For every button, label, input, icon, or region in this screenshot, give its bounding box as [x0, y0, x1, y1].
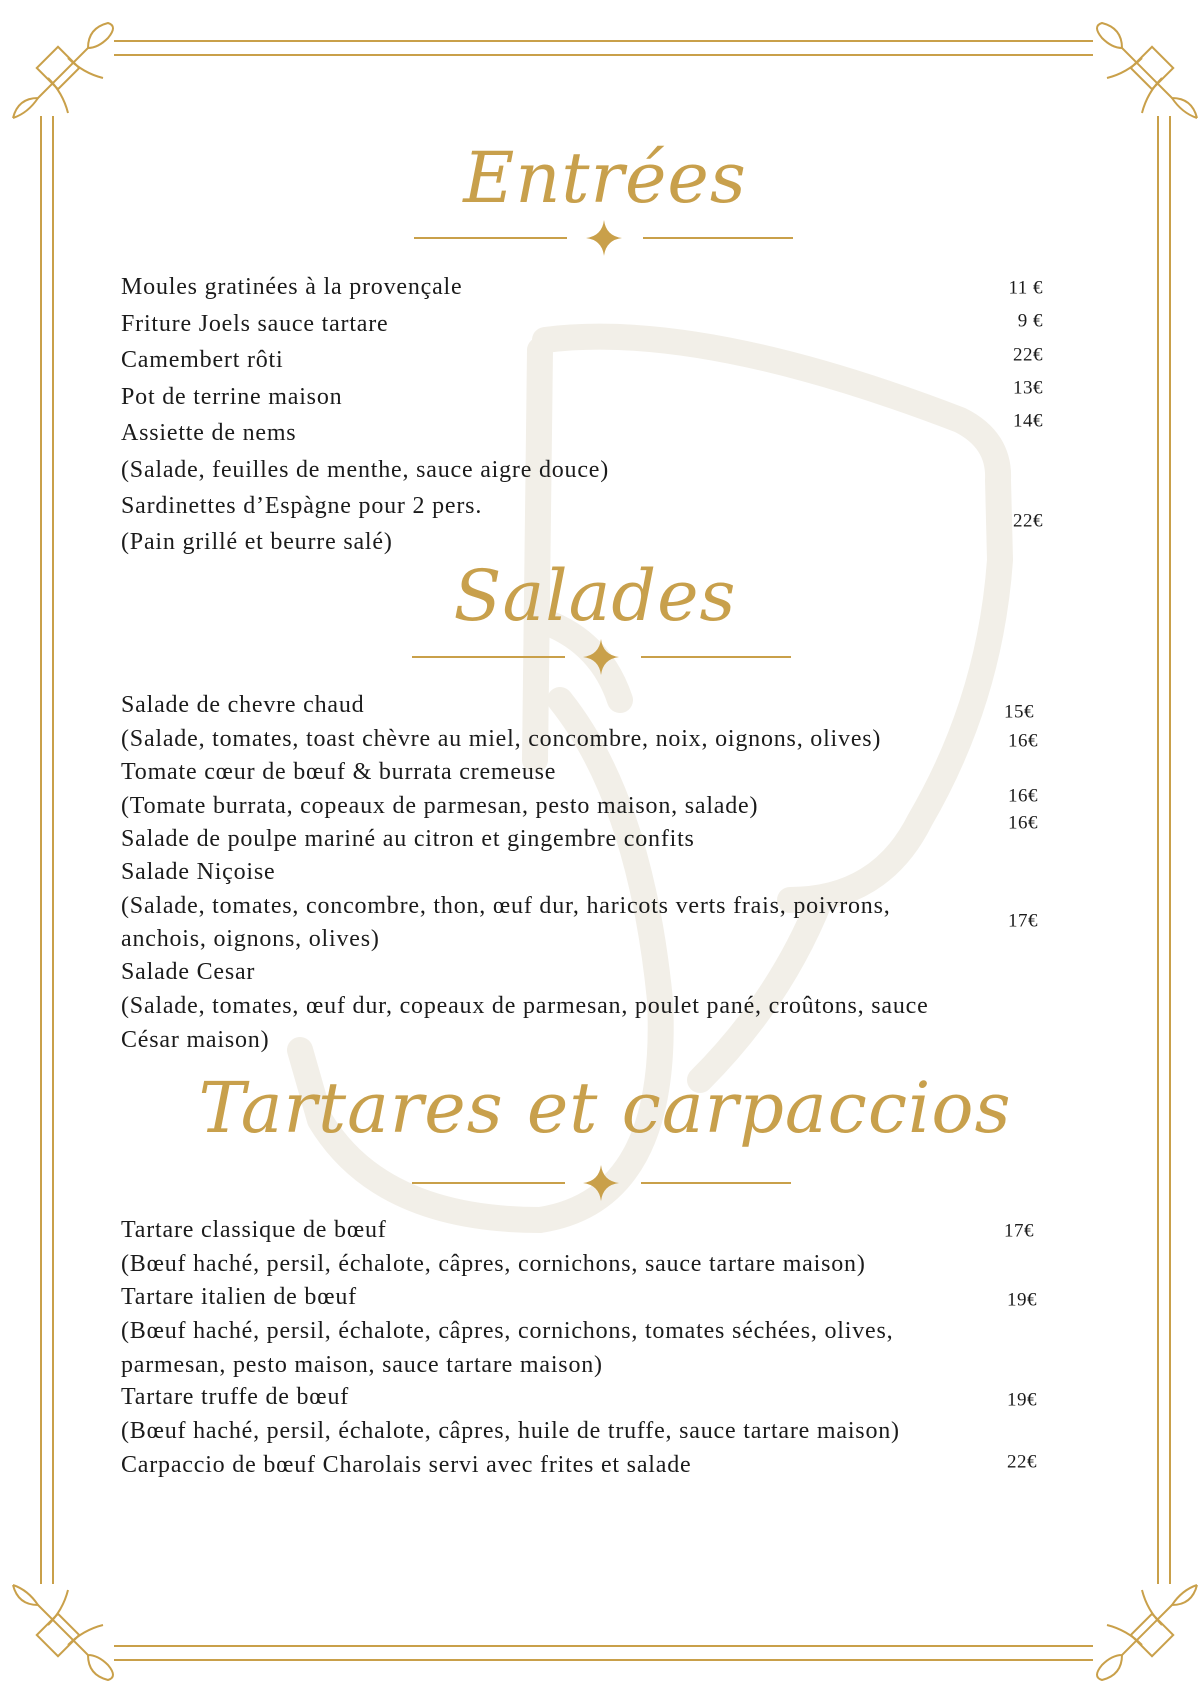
corner-ornament-icon: [1092, 18, 1200, 128]
menu-item-description: (Salade, tomates, œuf dur, copeaux de parmesan, poulet pané, croûtons, sauce: [121, 993, 929, 1019]
menu-item: Tomate cœur de bœuf & burrata cremeuse: [121, 759, 557, 785]
divider-line: [641, 1182, 791, 1184]
price: 11 €: [1008, 277, 1043, 299]
price: 19€: [1007, 1389, 1037, 1411]
menu-item-description: (Pain grillé et beurre salé): [121, 529, 393, 555]
divider-line: [643, 237, 793, 239]
menu-item-description: (Salade, feuilles de menthe, sauce aigre douce): [121, 457, 610, 483]
price: 22€: [1013, 510, 1043, 532]
price: 22€: [1007, 1451, 1037, 1473]
menu-item-description: (Salade, tomates, concombre, thon, œuf dur, haricots verts frais, poivrons,: [121, 893, 891, 919]
price: 16€: [1008, 785, 1038, 807]
price: 15€: [1004, 701, 1034, 723]
menu-item: Moules gratinées à la provençale: [121, 274, 463, 300]
section-title-salades: Salades: [453, 555, 737, 637]
menu-item-description: César maison): [121, 1027, 270, 1053]
border-left-inner: [52, 116, 54, 1584]
menu-item-description: anchois, oignons, olives): [121, 926, 380, 952]
menu-item-description: (Bœuf haché, persil, échalote, câpres, cornichons, sauce tartare maison): [121, 1251, 866, 1277]
menu-item: Salade Niçoise: [121, 859, 276, 885]
border-top-inner: [114, 54, 1093, 56]
border-bottom-inner: [114, 1645, 1093, 1647]
border-bottom-outer: [114, 1659, 1093, 1661]
price: 22€: [1013, 344, 1043, 366]
section-title-entrees: Entrées: [463, 137, 747, 219]
menu-item: Tartare classique de bœuf: [121, 1217, 387, 1243]
price: 13€: [1013, 377, 1043, 399]
menu-item-description: (Tomate burrata, copeaux de parmesan, pesto maison, salade): [121, 793, 759, 819]
divider-line: [641, 656, 791, 658]
menu-item: Carpaccio de bœuf Charolais servi avec frites et salade: [121, 1452, 692, 1478]
price: 9 €: [1017, 310, 1043, 332]
menu-item: Sardinettes d’Espàgne pour 2 pers.: [121, 493, 483, 519]
border-top-outer: [114, 40, 1093, 42]
price: 19€: [1007, 1289, 1037, 1311]
divider-line: [412, 656, 565, 658]
section-title-tartares: Tartares et carpaccios: [198, 1067, 1012, 1149]
corner-ornament-icon: [8, 1575, 118, 1685]
menu-item: Pot de terrine maison: [121, 384, 343, 410]
border-right-inner: [1157, 116, 1159, 1584]
border-right-outer: [1169, 116, 1171, 1584]
corner-ornament-icon: [1092, 1575, 1200, 1685]
corner-ornament-icon: [8, 18, 118, 128]
menu-item-description: (Bœuf haché, persil, échalote, câpres, huile de truffe, sauce tartare maison): [121, 1418, 900, 1444]
border-left-outer: [40, 116, 42, 1584]
menu-item: Friture Joels sauce tartare: [121, 311, 389, 337]
star-ornament-icon: [583, 639, 619, 675]
star-ornament-icon: [583, 1165, 619, 1201]
price: 14€: [1013, 410, 1043, 432]
price: 16€: [1008, 730, 1038, 752]
price: 17€: [1004, 1220, 1034, 1242]
menu-item-description: (Salade, tomates, toast chèvre au miel, concombre, noix, oignons, olives): [121, 726, 882, 752]
menu-item: Camembert rôti: [121, 347, 284, 373]
menu-item: Salade de chevre chaud: [121, 692, 365, 718]
divider-line: [414, 237, 567, 239]
menu-item: Assiette de nems: [121, 420, 297, 446]
menu-item: Tartare truffe de bœuf: [121, 1384, 350, 1410]
divider-line: [412, 1182, 565, 1184]
menu-item: Salade Cesar: [121, 959, 256, 985]
menu-item-description: (Bœuf haché, persil, échalote, câpres, cornichons, tomates séchées, olives,: [121, 1318, 894, 1344]
price: 16€: [1008, 812, 1038, 834]
price: 17€: [1008, 910, 1038, 932]
menu-item: Salade de poulpe mariné au citron et gingembre confits: [121, 826, 695, 852]
menu-item: Tartare italien de bœuf: [121, 1284, 357, 1310]
star-ornament-icon: [586, 220, 622, 256]
menu-item-description: parmesan, pesto maison, sauce tartare maison): [121, 1352, 603, 1378]
